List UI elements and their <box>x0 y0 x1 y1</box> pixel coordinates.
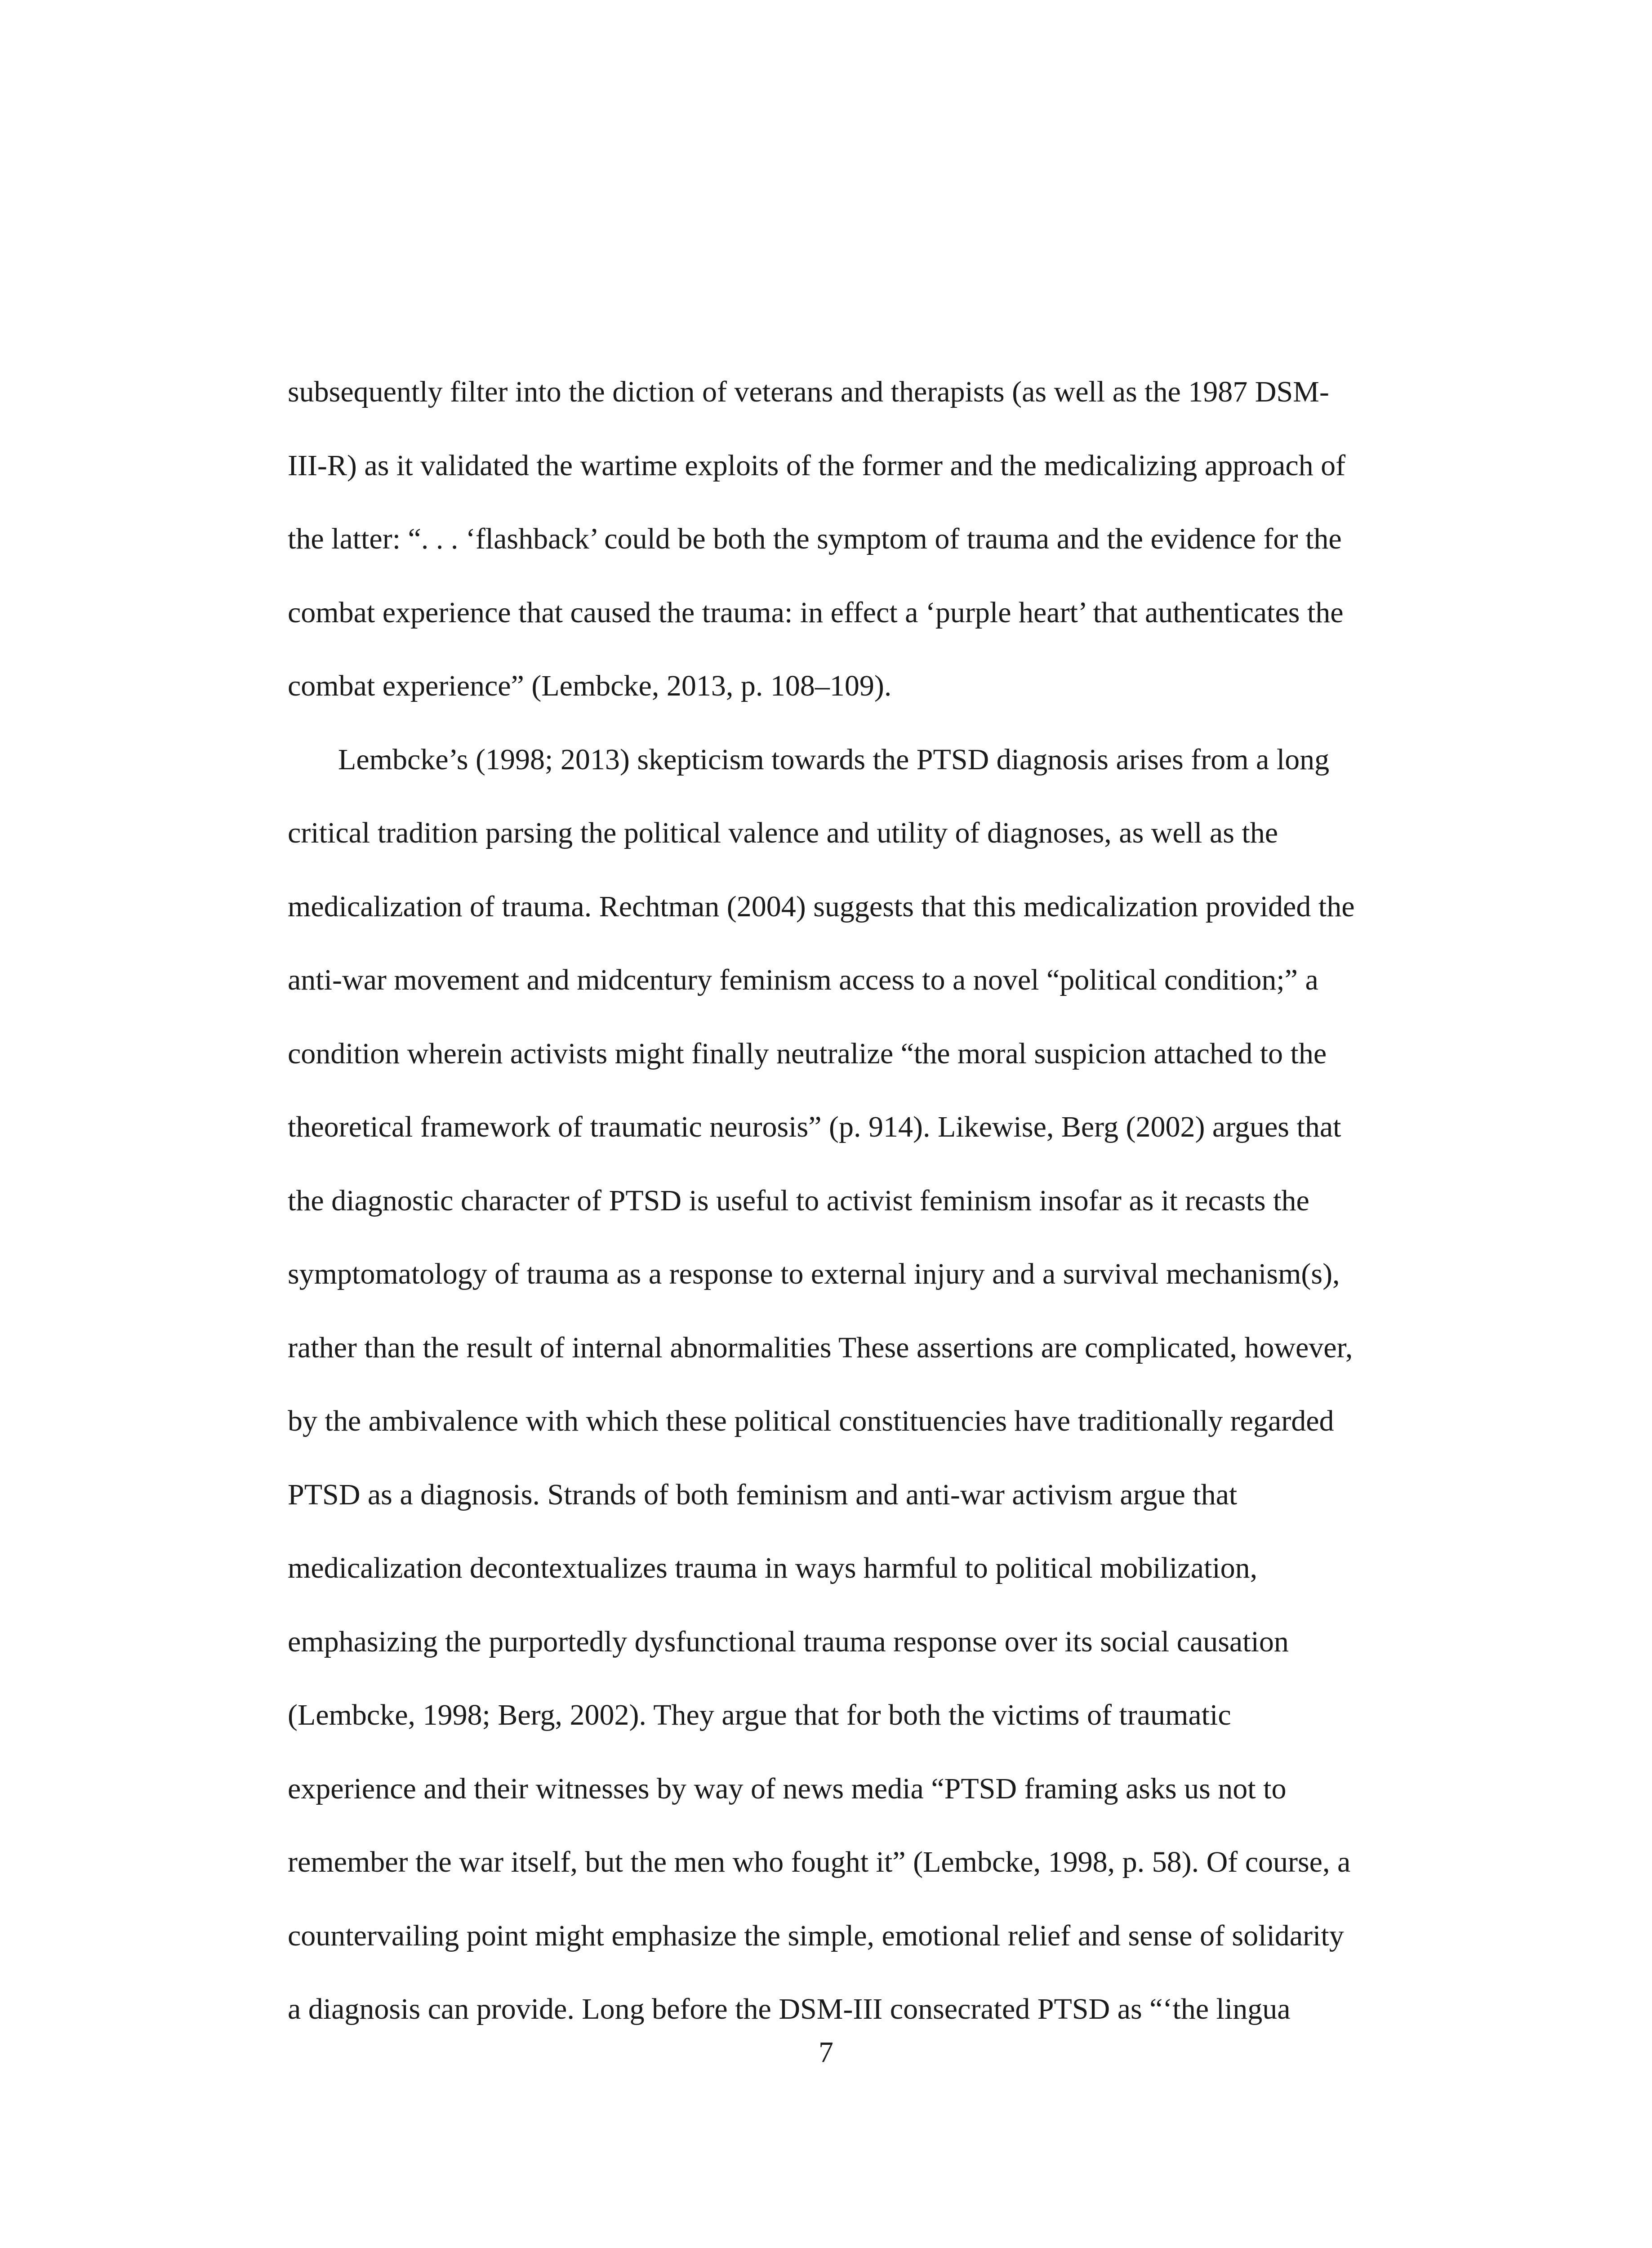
text-line: (Lembcke, 1998; Berg, 2002). They argue that for both the victims of traumatic <box>288 1699 1231 1731</box>
text-line: a diagnosis can provide. Long before the DSM-III consecrated PTSD as “‘the lingua <box>288 1993 1291 2025</box>
text-line: medicalization decontextualizes trauma in ways harmful to political mobilization, <box>288 1552 1258 1584</box>
body-text <box>288 355 1429 2046</box>
text-line: anti-war movement and midcentury feminism access to a novel “political condition;” a <box>288 963 1318 996</box>
text-line: by the ambivalence with which these political constituencies have traditionally regarded <box>288 1405 1334 1437</box>
text-line: rather than the result of internal abnormalities These assertions are complicated, however, <box>288 1331 1353 1364</box>
text-line: emphasizing the purportedly dysfunctional trauma response over its social causation <box>288 1625 1289 1658</box>
text-line: symptomatology of trauma as a response to external injury and a survival mechanism(s), <box>288 1258 1340 1290</box>
text-line: condition wherein activists might finally neutralize “the moral suspicion attached to the <box>288 1037 1327 1070</box>
text-line: countervailing point might emphasize the simple, emotional relief and sense of solidarity <box>288 1919 1344 1952</box>
text-line: medicalization of trauma. Rechtman (2004) suggests that this medicalization provided the <box>288 890 1355 923</box>
text-line: PTSD as a diagnosis. Strands of both feminism and anti-war activism argue that <box>288 1478 1238 1511</box>
paragraph-first-line: Lembcke’s (1998; 2013) skepticism towards the PTSD diagnosis arises from a long <box>338 743 1330 776</box>
text-line: remember the war itself, but the men who fought it” (Lembcke, 1998, p. 58). Of course, a <box>288 1846 1351 1878</box>
text-line: theoretical framework of traumatic neurosis” (p. 914). Likewise, Berg (2002) argues that <box>288 1111 1341 1143</box>
text-line: III-R) as it validated the wartime exploits of the former and the medicalizing approach of <box>288 449 1346 482</box>
page-number: 7 <box>819 2036 833 2069</box>
text-line: the latter: “. . . ‘flashback’ could be both the symptom of trauma and the evidence for the <box>288 522 1342 555</box>
text-line: critical tradition parsing the political valence and utility of diagnoses, as well as the <box>288 816 1278 849</box>
text-line: the diagnostic character of PTSD is useful to activist feminism insofar as it recasts the <box>288 1184 1309 1217</box>
text-line: combat experience” (Lembcke, 2013, p. 108–109). <box>288 669 892 702</box>
text-line: experience and their witnesses by way of news media “PTSD framing asks us not to <box>288 1772 1287 1805</box>
text-line: combat experience that caused the trauma: in effect a ‘purple heart’ that authenticates the <box>288 596 1344 629</box>
text-line: subsequently filter into the diction of veterans and therapists (as well as the 1987 DSM- <box>288 375 1329 408</box>
